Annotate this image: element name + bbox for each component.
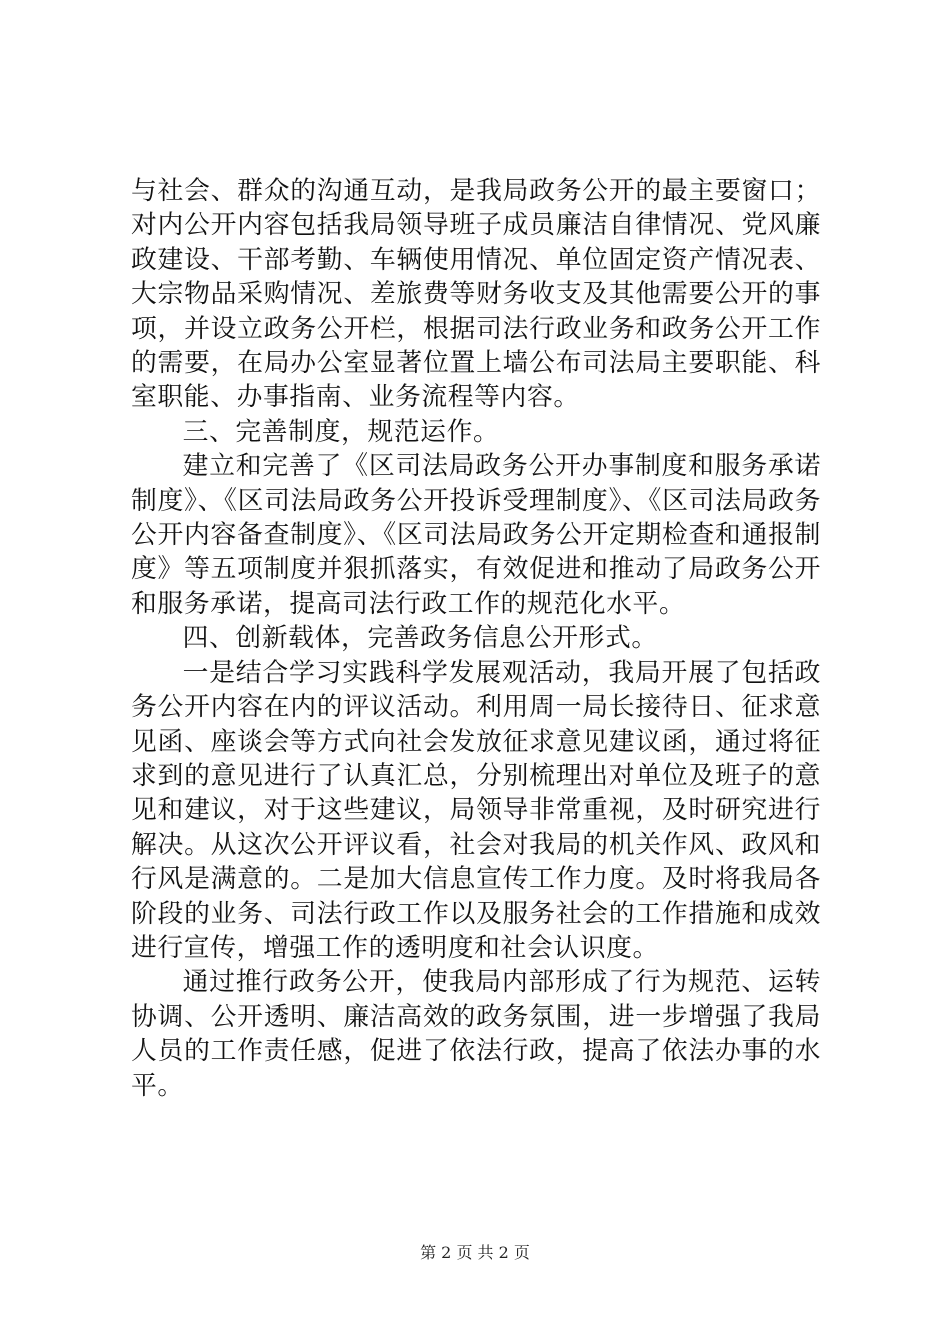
paragraph-continued: 与社会、群众的沟通互动，是我局政务公开的最主要窗口；对内公开内容包括我局领导班子成员廉洁自律情况、党风廉政建设、干部考勤、车辆使用情况、单位固定资产情况表、大宗物品采购情况、差旅费等财务收支及其他需要公开的事项，并设立政务公开栏，根据司法行政业务和政务公开工作的需要，在局办公室显著位置上墙公布司法局主要职能、科室职能、办事指南、业务流程等内容。: [131, 176, 821, 413]
paragraph: 一是结合学习实践科学发展观活动，我局开展了包括政务公开内容在内的评议活动。利用周一局长接待日、征求意见函、座谈会等方式向社会发放征求意见建议函，通过将征求到的意见进行了认真汇总，分别梳理出对单位及班子的意见和建议，对于这些建议，局领导非常重视，及时研究进行解决。从这次公开评议看，社会对我局的机关作风、政风和行风是满意的。二是加大信息宣传工作力度。及时将我局各阶段的业务、司法行政工作以及服务社会的工作措施和成效进行宣传，增强工作的透明度和社会认识度。: [131, 657, 821, 963]
paragraph-conclusion: 通过推行政务公开，使我局内部形成了行为规范、运转协调、公开透明、廉洁高效的政务氛围，进一步增强了我局人员的工作责任感，促进了依法行政，提高了依法办事的水平。: [131, 967, 821, 1101]
page-number-footer: 第 2 页 共 2 页: [420, 1243, 530, 1262]
document-body: [131, 174, 821, 1103]
section-heading-4: 四、创新载体，完善政务信息公开形式。: [182, 623, 658, 654]
paragraph: 建立和完善了《区司法局政务公开办事制度和服务承诺制度》、《区司法局政务公开投诉受理制度》、《区司法局政务公开内容备查制度》、《区司法局政务公开定期检查和通报制度》等五项制度并狠抓落实，有效促进和推动了局政务公开和服务承诺，提高司法行政工作的规范化水平。: [131, 451, 821, 619]
section-heading-3: 三、完善制度，规范运作。: [182, 416, 500, 447]
